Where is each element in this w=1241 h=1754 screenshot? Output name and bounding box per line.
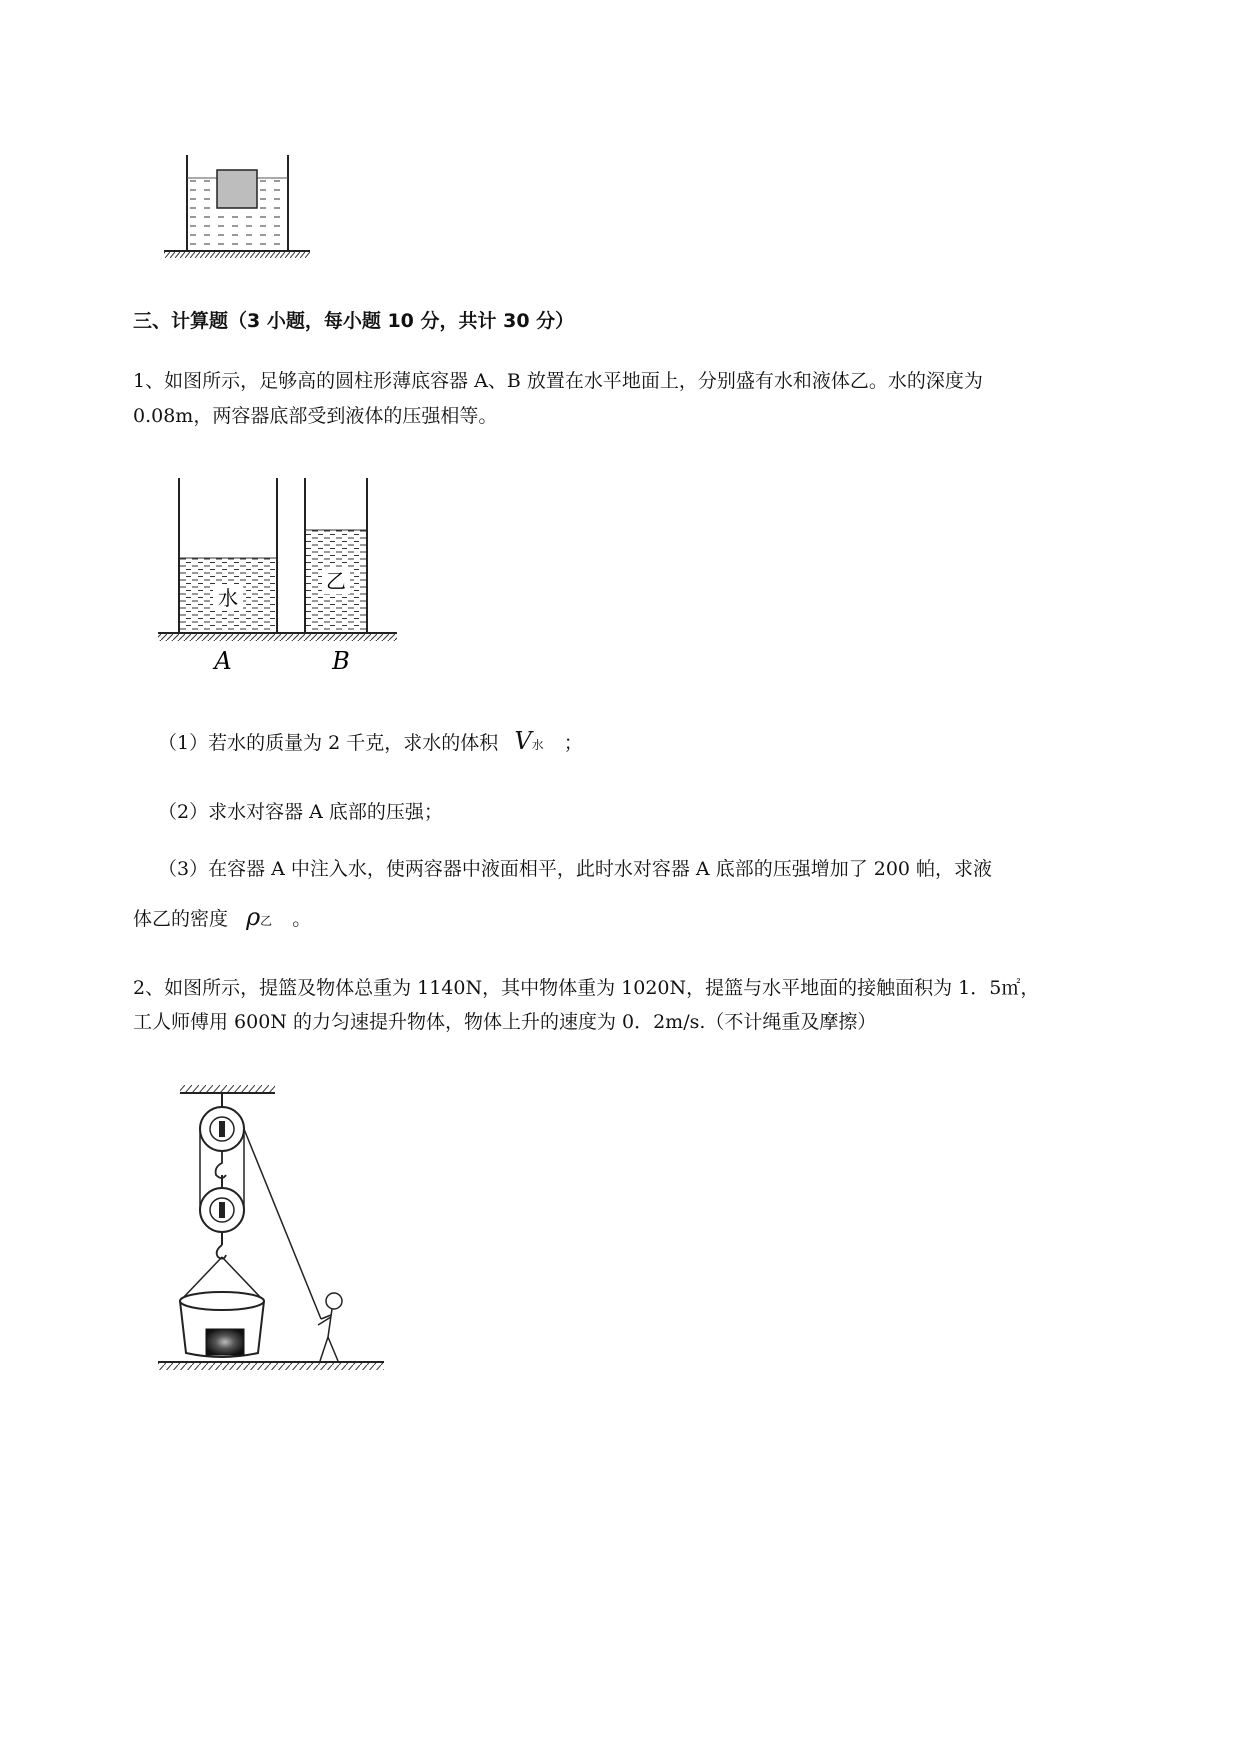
pulley-figure — [150, 1085, 400, 1385]
floating-block-figure — [160, 150, 320, 265]
density-subscript: 乙 — [260, 914, 273, 928]
q1-part3-line1: （3）在容器 A 中注入水，使两容器中液面相平，此时水对容器 A 底部的压强增加了 200 帕，求液 — [158, 858, 993, 880]
q1-part3-end: 。 — [292, 908, 312, 930]
containers-ab-figure — [155, 472, 405, 682]
q1-part1-end: ； — [563, 732, 583, 754]
q1-part1 — [158, 728, 583, 758]
label-a: A — [214, 647, 232, 675]
water-label: 水 — [218, 586, 238, 610]
q1-part1-text: （1）若水的质量为 2 千克，求水的体积 — [158, 732, 499, 754]
density-symbol: ρ — [246, 903, 261, 931]
q2-stem-line2: 工人师傅用 600N 的力匀速提升物体，物体上升的速度为 0．2m/s.（不计绳重及摩擦） — [133, 1011, 877, 1033]
q1-stem-line2: 0.08m，两容器底部受到液体的压强相等。 — [133, 405, 498, 427]
q1-part3-text: 体乙的密度 — [133, 908, 229, 930]
q2-stem-line1: 2、如图所示，提篮及物体总重为 1140N，其中物体重为 1020N，提篮与水平地面的接触面积为 1．5㎡， — [133, 977, 1040, 999]
volume-subscript: 水 — [531, 738, 544, 752]
q1-part3-line2 — [133, 904, 311, 934]
section-heading: 三、计算题（3 小题，每小题 10 分，共计 30 分） — [133, 310, 575, 332]
q1-stem-line1: 1、如图所示，足够高的圆柱形薄底容器 A、B 放置在水平地面上，分别盛有水和液体乙。水的深度为 — [133, 370, 983, 392]
label-b: B — [332, 647, 350, 675]
volume-symbol: V — [514, 727, 532, 755]
q1-part2: （2）求水对容器 A 底部的压强； — [158, 801, 443, 823]
liquid-label: 乙 — [326, 569, 346, 593]
